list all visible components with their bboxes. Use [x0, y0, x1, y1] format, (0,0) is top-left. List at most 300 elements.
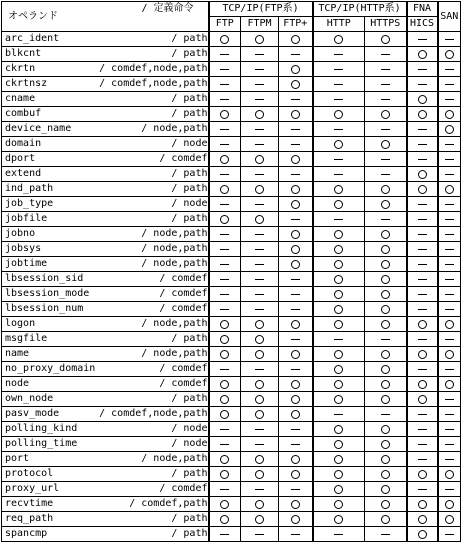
circle-icon [255, 155, 264, 164]
operand-table [1, 1, 461, 542]
dash-icon [445, 174, 454, 175]
dash-icon [255, 234, 264, 235]
supported-mark [407, 317, 438, 332]
definition-commands: / path [171, 513, 208, 524]
sub-header-https: HTTPS [365, 17, 407, 32]
unsupported-mark [407, 482, 438, 497]
unsupported-mark [241, 122, 279, 137]
operand-name: port [5, 453, 30, 464]
unsupported-mark [241, 437, 279, 452]
circle-icon [381, 470, 390, 479]
unsupported-mark [438, 197, 461, 212]
operand-cell [2, 242, 209, 257]
operand-name: spancmp [5, 528, 48, 539]
operand-cell [2, 437, 209, 452]
circle-icon [255, 470, 264, 479]
circle-icon [291, 455, 300, 464]
circle-icon [291, 320, 300, 329]
circle-icon [381, 380, 390, 389]
supported-mark [209, 512, 241, 527]
operand-cell [2, 527, 209, 542]
definition-commands: / node,path [141, 123, 208, 134]
circle-icon [418, 500, 427, 509]
circle-icon [291, 515, 300, 524]
unsupported-mark [365, 527, 407, 542]
circle-icon [418, 320, 427, 329]
table-row [2, 302, 461, 317]
supported-mark [365, 317, 407, 332]
definition-commands: / node,path [141, 453, 208, 464]
unsupported-mark [407, 212, 438, 227]
supported-mark [365, 242, 407, 257]
definition-commands: / comdef [159, 153, 208, 164]
supported-mark [365, 32, 407, 47]
dash-icon [418, 279, 427, 280]
operand-cell [2, 302, 209, 317]
supported-mark [209, 152, 241, 167]
dash-icon [291, 339, 300, 340]
operand-name: dport [5, 153, 36, 164]
dash-icon [255, 444, 264, 445]
dash-icon [220, 54, 229, 55]
circle-icon [418, 530, 427, 539]
dash-icon [418, 459, 427, 460]
supported-mark [407, 167, 438, 182]
dash-icon [418, 414, 427, 415]
definition-header-label: / 定義命令 [141, 3, 194, 14]
unsupported-mark [209, 77, 241, 92]
dash-icon [445, 369, 454, 370]
dash-icon [334, 159, 343, 160]
supported-mark [279, 77, 313, 92]
unsupported-mark [438, 242, 461, 257]
dash-icon [220, 129, 229, 130]
circle-icon [334, 245, 343, 254]
table-row [2, 482, 461, 497]
operand-name: arc_ident [5, 33, 60, 44]
operand-cell [2, 167, 209, 182]
unsupported-mark [279, 272, 313, 287]
operand-cell [2, 347, 209, 362]
supported-mark [313, 107, 365, 122]
unsupported-mark [279, 47, 313, 62]
supported-mark [365, 482, 407, 497]
definition-commands: / node,path [141, 318, 208, 329]
unsupported-mark [365, 212, 407, 227]
table-row [2, 317, 461, 332]
unsupported-mark [241, 77, 279, 92]
operand-name: recvtime [5, 498, 54, 509]
supported-mark [407, 347, 438, 362]
dash-icon [445, 39, 454, 40]
supported-mark [279, 377, 313, 392]
operand-cell [2, 377, 209, 392]
definition-commands: / node [171, 198, 208, 209]
operand-cell [2, 272, 209, 287]
table-row [2, 182, 461, 197]
dash-icon [445, 99, 454, 100]
supported-mark [407, 182, 438, 197]
table-row [2, 167, 461, 182]
dash-icon [220, 279, 229, 280]
supported-mark [365, 512, 407, 527]
circle-icon [334, 485, 343, 494]
supported-mark [313, 512, 365, 527]
circle-icon [220, 350, 229, 359]
supported-mark [365, 422, 407, 437]
unsupported-mark [209, 167, 241, 182]
supported-mark [365, 392, 407, 407]
table-row [2, 197, 461, 212]
circle-icon [291, 500, 300, 509]
circle-icon [445, 470, 454, 479]
unsupported-mark [209, 362, 241, 377]
circle-icon [291, 185, 300, 194]
dash-icon [418, 234, 427, 235]
dash-icon [291, 309, 300, 310]
dash-icon [255, 54, 264, 55]
supported-mark [241, 407, 279, 422]
table-row [2, 422, 461, 437]
supported-mark [365, 452, 407, 467]
circle-icon [381, 110, 390, 119]
unsupported-mark [241, 362, 279, 377]
definition-commands: / node,path [141, 348, 208, 359]
operand-cell [2, 512, 209, 527]
dash-icon [418, 309, 427, 310]
definition-commands: / comdef [159, 273, 208, 284]
unsupported-mark [438, 152, 461, 167]
dash-icon [418, 444, 427, 445]
unsupported-mark [241, 197, 279, 212]
definition-commands: / comdef,node,path [99, 63, 208, 74]
unsupported-mark [407, 152, 438, 167]
supported-mark [279, 467, 313, 482]
supported-mark [365, 227, 407, 242]
operand-name: device_name [5, 123, 72, 134]
supported-mark [241, 182, 279, 197]
dash-icon [291, 489, 300, 490]
dash-icon [445, 294, 454, 295]
unsupported-mark [241, 167, 279, 182]
supported-mark [313, 137, 365, 152]
operand-cell [2, 47, 209, 62]
circle-icon [291, 380, 300, 389]
unsupported-mark [241, 422, 279, 437]
table-row [2, 287, 461, 302]
supported-mark [279, 107, 313, 122]
unsupported-mark [438, 227, 461, 242]
unsupported-mark [209, 242, 241, 257]
unsupported-mark [365, 407, 407, 422]
unsupported-mark [313, 152, 365, 167]
supported-mark [365, 107, 407, 122]
dash-icon [445, 399, 454, 400]
circle-icon [381, 230, 390, 239]
operand-name: proxy_url [5, 483, 60, 494]
dash-icon [291, 129, 300, 130]
dash-icon [418, 69, 427, 70]
dash-icon [381, 534, 390, 535]
unsupported-mark [279, 437, 313, 452]
definition-commands: / node [171, 438, 208, 449]
table-row [2, 407, 461, 422]
circle-icon [334, 425, 343, 434]
table-row [2, 257, 461, 272]
operand-cell [2, 182, 209, 197]
operand-cell [2, 257, 209, 272]
operand-name: lbsession_num [5, 303, 84, 314]
supported-mark [365, 137, 407, 152]
unsupported-mark [241, 257, 279, 272]
operand-cell [2, 362, 209, 377]
circle-icon [291, 65, 300, 74]
dash-icon [255, 534, 264, 535]
unsupported-mark [438, 212, 461, 227]
circle-icon [334, 110, 343, 119]
unsupported-mark [365, 92, 407, 107]
dash-icon [220, 234, 229, 235]
circle-icon [220, 215, 229, 224]
unsupported-mark [241, 287, 279, 302]
circle-icon [381, 440, 390, 449]
dash-icon [255, 249, 264, 250]
circle-icon [418, 395, 427, 404]
table-row [2, 272, 461, 287]
definition-commands: / path [171, 333, 208, 344]
operand-cell [2, 227, 209, 242]
dash-icon [255, 144, 264, 145]
circle-icon [220, 110, 229, 119]
supported-mark [313, 497, 365, 512]
dash-icon [255, 99, 264, 100]
supported-mark [279, 182, 313, 197]
unsupported-mark [365, 122, 407, 137]
unsupported-mark [438, 62, 461, 77]
supported-mark [438, 347, 461, 362]
dash-icon [220, 84, 229, 85]
dash-icon [255, 309, 264, 310]
dash-icon [445, 159, 454, 160]
dash-icon [418, 159, 427, 160]
circle-icon [291, 260, 300, 269]
circle-icon [381, 395, 390, 404]
circle-icon [291, 35, 300, 44]
unsupported-mark [438, 482, 461, 497]
dash-icon [381, 129, 390, 130]
unsupported-mark [241, 302, 279, 317]
supported-mark [209, 32, 241, 47]
table-row [2, 527, 461, 542]
supported-mark [438, 122, 461, 137]
supported-mark [241, 512, 279, 527]
unsupported-mark [209, 422, 241, 437]
supported-mark [365, 467, 407, 482]
table-row [2, 437, 461, 452]
definition-commands: / node [171, 423, 208, 434]
operand-header-label: オペランド [8, 10, 58, 22]
unsupported-mark [407, 437, 438, 452]
dash-icon [418, 204, 427, 205]
unsupported-mark [313, 167, 365, 182]
operand-cell [2, 497, 209, 512]
table-row [2, 362, 461, 377]
circle-icon [381, 455, 390, 464]
circle-icon [445, 320, 454, 329]
operand-cell [2, 422, 209, 437]
definition-commands: / path [171, 48, 208, 59]
unsupported-mark [407, 77, 438, 92]
operand-name: ckrtn [5, 63, 36, 74]
circle-icon [334, 35, 343, 44]
dash-icon [220, 369, 229, 370]
definition-commands: / comdef [159, 303, 208, 314]
circle-icon [291, 80, 300, 89]
unsupported-mark [407, 272, 438, 287]
supported-mark [313, 467, 365, 482]
supported-mark [407, 377, 438, 392]
operand-cell [2, 287, 209, 302]
operand-cell [2, 212, 209, 227]
circle-icon [334, 380, 343, 389]
dash-icon [445, 84, 454, 85]
unsupported-mark [279, 287, 313, 302]
circle-icon [255, 335, 264, 344]
supported-mark [407, 512, 438, 527]
circle-icon [418, 110, 427, 119]
supported-mark [209, 407, 241, 422]
circle-icon [255, 185, 264, 194]
circle-icon [334, 230, 343, 239]
unsupported-mark [438, 272, 461, 287]
circle-icon [220, 185, 229, 194]
circle-icon [334, 290, 343, 299]
supported-mark [365, 272, 407, 287]
operand-name: jobtime [5, 258, 48, 269]
circle-icon [291, 245, 300, 254]
circle-icon [334, 500, 343, 509]
circle-icon [291, 410, 300, 419]
unsupported-mark [407, 197, 438, 212]
dash-icon [291, 54, 300, 55]
definition-commands: / comdef [159, 483, 208, 494]
unsupported-mark [209, 287, 241, 302]
operand-name: no_proxy_domain [5, 363, 96, 374]
supported-mark [365, 377, 407, 392]
supported-mark [279, 62, 313, 77]
circle-icon [291, 470, 300, 479]
dash-icon [220, 444, 229, 445]
supported-mark [279, 152, 313, 167]
dash-icon [220, 264, 229, 265]
unsupported-mark [313, 527, 365, 542]
supported-mark [365, 197, 407, 212]
circle-icon [220, 455, 229, 464]
unsupported-mark [365, 152, 407, 167]
supported-mark [407, 107, 438, 122]
circle-icon [381, 275, 390, 284]
unsupported-mark [313, 212, 365, 227]
dash-icon [334, 414, 343, 415]
supported-mark [313, 362, 365, 377]
unsupported-mark [438, 92, 461, 107]
circle-icon [334, 260, 343, 269]
circle-icon [334, 275, 343, 284]
dash-icon [291, 294, 300, 295]
operand-name: job_type [5, 198, 54, 209]
operand-cell [2, 392, 209, 407]
supported-mark [313, 182, 365, 197]
unsupported-mark [407, 287, 438, 302]
dash-icon [255, 294, 264, 295]
operand-name: logon [5, 318, 36, 329]
unsupported-mark [438, 77, 461, 92]
circle-icon [381, 305, 390, 314]
table-row [2, 467, 461, 482]
circle-icon [334, 350, 343, 359]
definition-commands: / comdef,node,path [99, 408, 208, 419]
supported-mark [209, 332, 241, 347]
supported-mark [241, 347, 279, 362]
circle-icon [334, 200, 343, 209]
unsupported-mark [209, 197, 241, 212]
supported-mark [438, 497, 461, 512]
operand-cell [2, 137, 209, 152]
unsupported-mark [365, 167, 407, 182]
supported-mark [209, 182, 241, 197]
unsupported-mark [209, 482, 241, 497]
supported-mark [279, 347, 313, 362]
definition-commands: / path [171, 168, 208, 179]
circle-icon [381, 350, 390, 359]
unsupported-mark [241, 482, 279, 497]
definition-commands: / node,path [141, 243, 208, 254]
supported-mark [279, 257, 313, 272]
supported-mark [313, 257, 365, 272]
supported-mark [241, 467, 279, 482]
table-row [2, 77, 461, 92]
dash-icon [334, 219, 343, 220]
definition-commands: / node,path [141, 258, 208, 269]
circle-icon [255, 215, 264, 224]
unsupported-mark [241, 62, 279, 77]
supported-mark [365, 302, 407, 317]
table-row [2, 32, 461, 47]
dash-icon [220, 294, 229, 295]
table-row [2, 122, 461, 137]
dash-icon [255, 264, 264, 265]
unsupported-mark [438, 422, 461, 437]
operand-name: msgfile [5, 333, 48, 344]
supported-mark [279, 392, 313, 407]
supported-mark [241, 212, 279, 227]
supported-mark [438, 377, 461, 392]
supported-mark [279, 242, 313, 257]
operand-name: node [5, 378, 30, 389]
circle-icon [255, 515, 264, 524]
circle-icon [220, 320, 229, 329]
circle-icon [334, 140, 343, 149]
circle-icon [445, 110, 454, 119]
circle-icon [220, 335, 229, 344]
dash-icon [291, 174, 300, 175]
circle-icon [291, 395, 300, 404]
table-row [2, 242, 461, 257]
dash-icon [381, 69, 390, 70]
operand-name: ckrtnsz [5, 78, 48, 89]
table-row [2, 92, 461, 107]
definition-commands: / comdef [159, 378, 208, 389]
